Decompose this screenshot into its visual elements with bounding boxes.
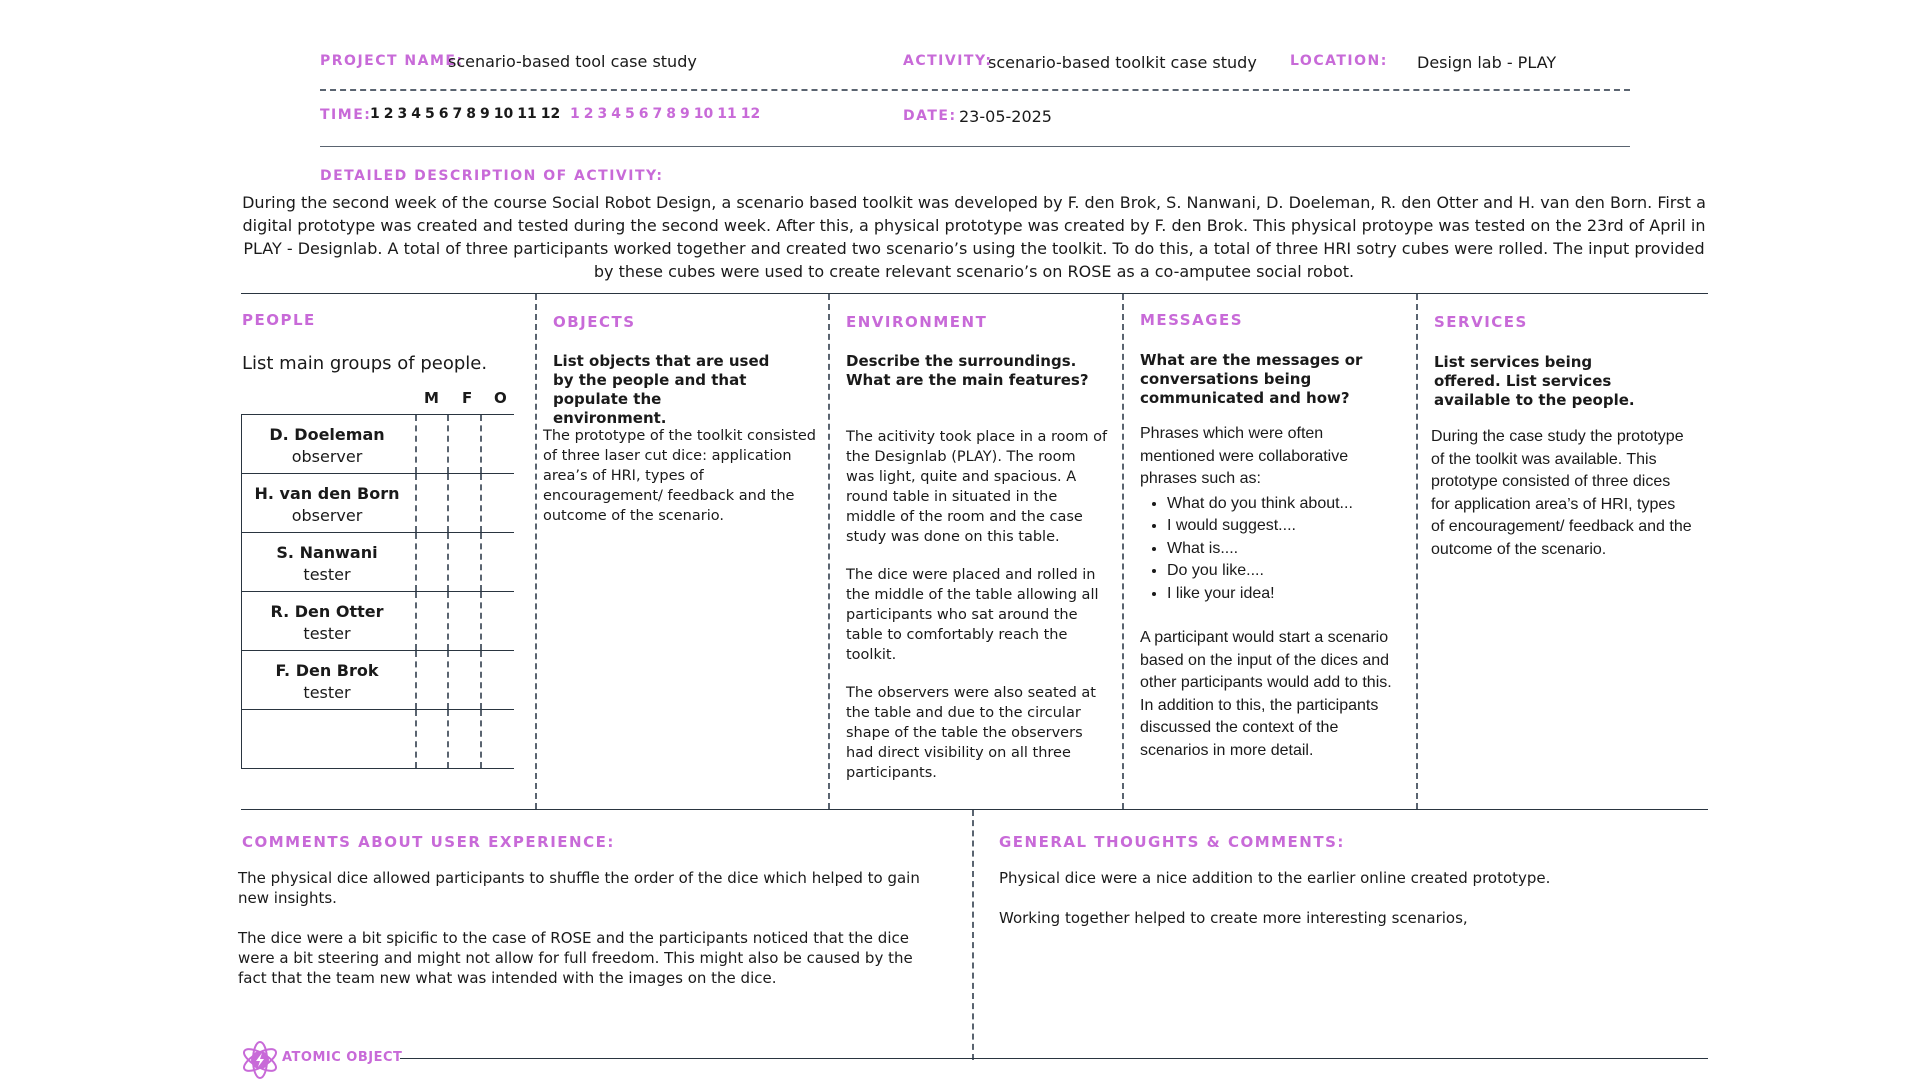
- o-cell: [480, 474, 482, 532]
- o-cell: [480, 710, 482, 768]
- m-cell: [415, 710, 417, 768]
- o-cell: [480, 592, 482, 650]
- project-name-value: scenario-based tool case study: [448, 52, 697, 71]
- f-cell: [447, 474, 449, 532]
- m-cell: [415, 592, 417, 650]
- environment-paragraph-2: The dice were placed and rolled in the middle of the table allowing all participants who sat around the table to comfortably reach the toolkit.: [846, 567, 1099, 663]
- col-o-header: O: [494, 389, 507, 407]
- description-label: DETAILED DESCRIPTION OF ACTIVITY:: [320, 168, 664, 184]
- time-label: TIME:: [320, 107, 372, 123]
- person-role: tester: [303, 624, 351, 643]
- date-label: DATE:: [903, 108, 957, 124]
- f-cell: [447, 533, 449, 591]
- person-name: R. Den Otter: [270, 602, 384, 621]
- person-name: S. Nanwani: [276, 543, 378, 562]
- objects-title: OBJECTS: [553, 313, 636, 331]
- f-cell: [447, 415, 449, 473]
- time-am-numbers: [370, 106, 564, 122]
- activity-label: ACTIVITY:: [903, 53, 993, 69]
- messages-outro: A participant would start a scenario based on the input of the dices and other participants would add to this. In addition to this, the participants discussed the context of the scenarios in more detail.: [1140, 629, 1392, 759]
- footer-rule: [400, 1058, 1708, 1059]
- header-rule: [320, 146, 1630, 147]
- pm-hour[interactable]: 6: [638, 106, 649, 122]
- comments-divider: [972, 810, 974, 1060]
- f-cell: [447, 592, 449, 650]
- messages-title: MESSAGES: [1140, 311, 1244, 329]
- messages-prompt: What are the messages or conversations being communicated and how?: [1140, 351, 1363, 407]
- messages-body: [1140, 423, 1402, 762]
- atom-bolt-icon: [240, 1040, 280, 1080]
- pm-hour[interactable]: 7: [652, 106, 663, 122]
- am-hour[interactable]: 6: [438, 106, 449, 122]
- person-name: F. Den Brok: [275, 661, 379, 680]
- environment-body: [846, 427, 1108, 801]
- col-m-header: M: [424, 389, 439, 407]
- people-row: [242, 414, 514, 473]
- o-cell: [480, 651, 482, 709]
- m-cell: [415, 651, 417, 709]
- pm-hour[interactable]: 12: [740, 106, 761, 122]
- am-hour[interactable]: 10: [493, 106, 514, 122]
- phrase-item: • What is....: [1167, 538, 1402, 561]
- am-hour[interactable]: 2: [383, 106, 394, 122]
- phrase-item: • I would suggest....: [1167, 515, 1402, 538]
- people-prompt: List main groups of people.: [242, 353, 488, 374]
- people-table: [241, 414, 514, 769]
- people-row: [242, 591, 514, 650]
- objects-body: The prototype of the toolkit consisted of three laser cut dice: application area’s of HRI, types of encouragement/ feedback and the outcome of the scenario.: [543, 428, 817, 524]
- pm-hour[interactable]: 11: [717, 106, 737, 122]
- people-row: [242, 473, 514, 532]
- pm-hour[interactable]: 3: [597, 106, 608, 122]
- header-divider: [320, 89, 1630, 91]
- environment-paragraph-1: The acitivity took place in a room of the Designlab (PLAY). The room was light, quite and spacious. A round table in situated in the middle of the room and the case study was done on this table.: [846, 429, 1108, 545]
- o-cell: [480, 533, 482, 591]
- services-prompt: List services being offered. List services available to the people.: [1434, 353, 1635, 409]
- f-cell: [447, 651, 449, 709]
- am-hour[interactable]: 12: [540, 106, 561, 122]
- logo-text: ATOMIC OBJECT: [282, 1050, 403, 1065]
- description-text: During the second week of the course Social Robot Design, a scenario based toolkit was developed by F. den Brok, S. Nanwani, D. Doeleman, R. den Otter and H. van den Born. First a digital prototype was created and tested during the second week. After this, a physical prototype was created by F. den Brok. This physical protoype was tested on the 23rd of April in PLAY - Designlab. A total of three participants worked together and created two scenario’s using the toolkit. To do this, a total of three HRI sotry cubes were rolled. The input provided by these cubes were used to create relevant scenario’s on ROSE as a co-amputee social robot.: [242, 193, 1706, 281]
- people-row-empty: [242, 709, 514, 769]
- people-row: [242, 532, 514, 591]
- am-hour[interactable]: 8: [466, 106, 476, 122]
- am-hour[interactable]: 4: [411, 106, 421, 122]
- am-hour[interactable]: 3: [397, 106, 408, 122]
- pm-hour[interactable]: 9: [680, 106, 690, 122]
- column-divider: [1122, 294, 1124, 809]
- columns-bottom-rule: [241, 809, 1708, 810]
- messages-intro: Phrases which were often mentioned were collaborative phrases such as:: [1140, 425, 1349, 487]
- activity-value: scenario-based toolkit case study: [988, 53, 1257, 72]
- column-divider: [535, 294, 537, 809]
- person-name: D. Doeleman: [269, 425, 385, 444]
- am-hour[interactable]: 11: [517, 106, 537, 122]
- environment-title: ENVIRONMENT: [846, 313, 988, 331]
- ux-comments-title: COMMENTS ABOUT USER EXPERIENCE:: [242, 833, 615, 851]
- ux-comment-1: The physical dice allowed participants to shuffle the order of the dice which helped to gain new insights.: [238, 869, 920, 907]
- time-pm-numbers: [570, 106, 764, 122]
- o-cell: [480, 415, 482, 473]
- general-comment-2: Working together helped to create more interesting scenarios,: [999, 909, 1468, 927]
- columns-top-rule: [241, 293, 1708, 294]
- general-body: [999, 868, 1689, 946]
- person-role: observer: [291, 506, 363, 525]
- people-title: PEOPLE: [242, 311, 316, 329]
- column-divider: [828, 294, 830, 809]
- m-cell: [415, 474, 417, 532]
- pm-hour[interactable]: 5: [625, 106, 635, 122]
- col-f-header: F: [462, 389, 473, 407]
- phrase-item: • Do you like....: [1167, 560, 1402, 583]
- phrase-list: [1140, 493, 1402, 606]
- services-title: SERVICES: [1434, 313, 1528, 331]
- column-divider: [1416, 294, 1418, 809]
- pm-hour[interactable]: 4: [611, 106, 621, 122]
- am-hour[interactable]: 7: [452, 106, 463, 122]
- date-value: 23-05-2025: [959, 107, 1052, 126]
- ux-comment-2: The dice were a bit spicific to the case of ROSE and the participants noticed that the dice were a bit steering and might not allow for full freedom. This might also be caused by the fact that the team new what was intended with the images on the dice.: [238, 929, 913, 987]
- person-role: observer: [291, 447, 363, 466]
- pm-hour[interactable]: 8: [666, 106, 676, 122]
- environment-prompt: Describe the surroundings. What are the main features?: [846, 352, 1089, 389]
- f-cell: [447, 710, 449, 768]
- pm-hour[interactable]: 10: [693, 106, 714, 122]
- phrase-item: • I like your idea!: [1167, 583, 1402, 606]
- person-name: H. van den Born: [254, 484, 400, 503]
- person-role: tester: [303, 683, 351, 702]
- location-value: Design lab - PLAY: [1417, 53, 1557, 72]
- location-label: LOCATION:: [1290, 53, 1388, 69]
- pm-hour[interactable]: 2: [583, 106, 594, 122]
- am-hour[interactable]: 5: [425, 106, 435, 122]
- ux-comments-body: [238, 868, 928, 1006]
- am-hour[interactable]: 1: [370, 106, 380, 122]
- objects-prompt: List objects that are used by the people and that populate the environment.: [553, 352, 770, 427]
- services-body: During the case study the prototype of the toolkit was available. This prototype consisted of three dices for application area’s of HRI, types of encouragement/ feedback and the outcome of the scenario.: [1431, 428, 1692, 558]
- general-comment-1: Physical dice were a nice addition to the earlier online created prototype.: [999, 869, 1551, 887]
- m-cell: [415, 415, 417, 473]
- pm-hour[interactable]: 1: [570, 106, 580, 122]
- m-cell: [415, 533, 417, 591]
- environment-paragraph-3: The observers were also seated at the table and due to the circular shape of the table the observers had direct visibility on all three participants.: [846, 685, 1096, 781]
- project-name-label: PROJECT NAME:: [320, 53, 464, 69]
- people-row: [242, 650, 514, 709]
- person-role: tester: [303, 565, 351, 584]
- am-hour[interactable]: 9: [480, 106, 490, 122]
- general-title: GENERAL THOUGHTS & COMMENTS:: [999, 833, 1345, 851]
- phrase-item: • What do you think about...: [1167, 493, 1402, 516]
